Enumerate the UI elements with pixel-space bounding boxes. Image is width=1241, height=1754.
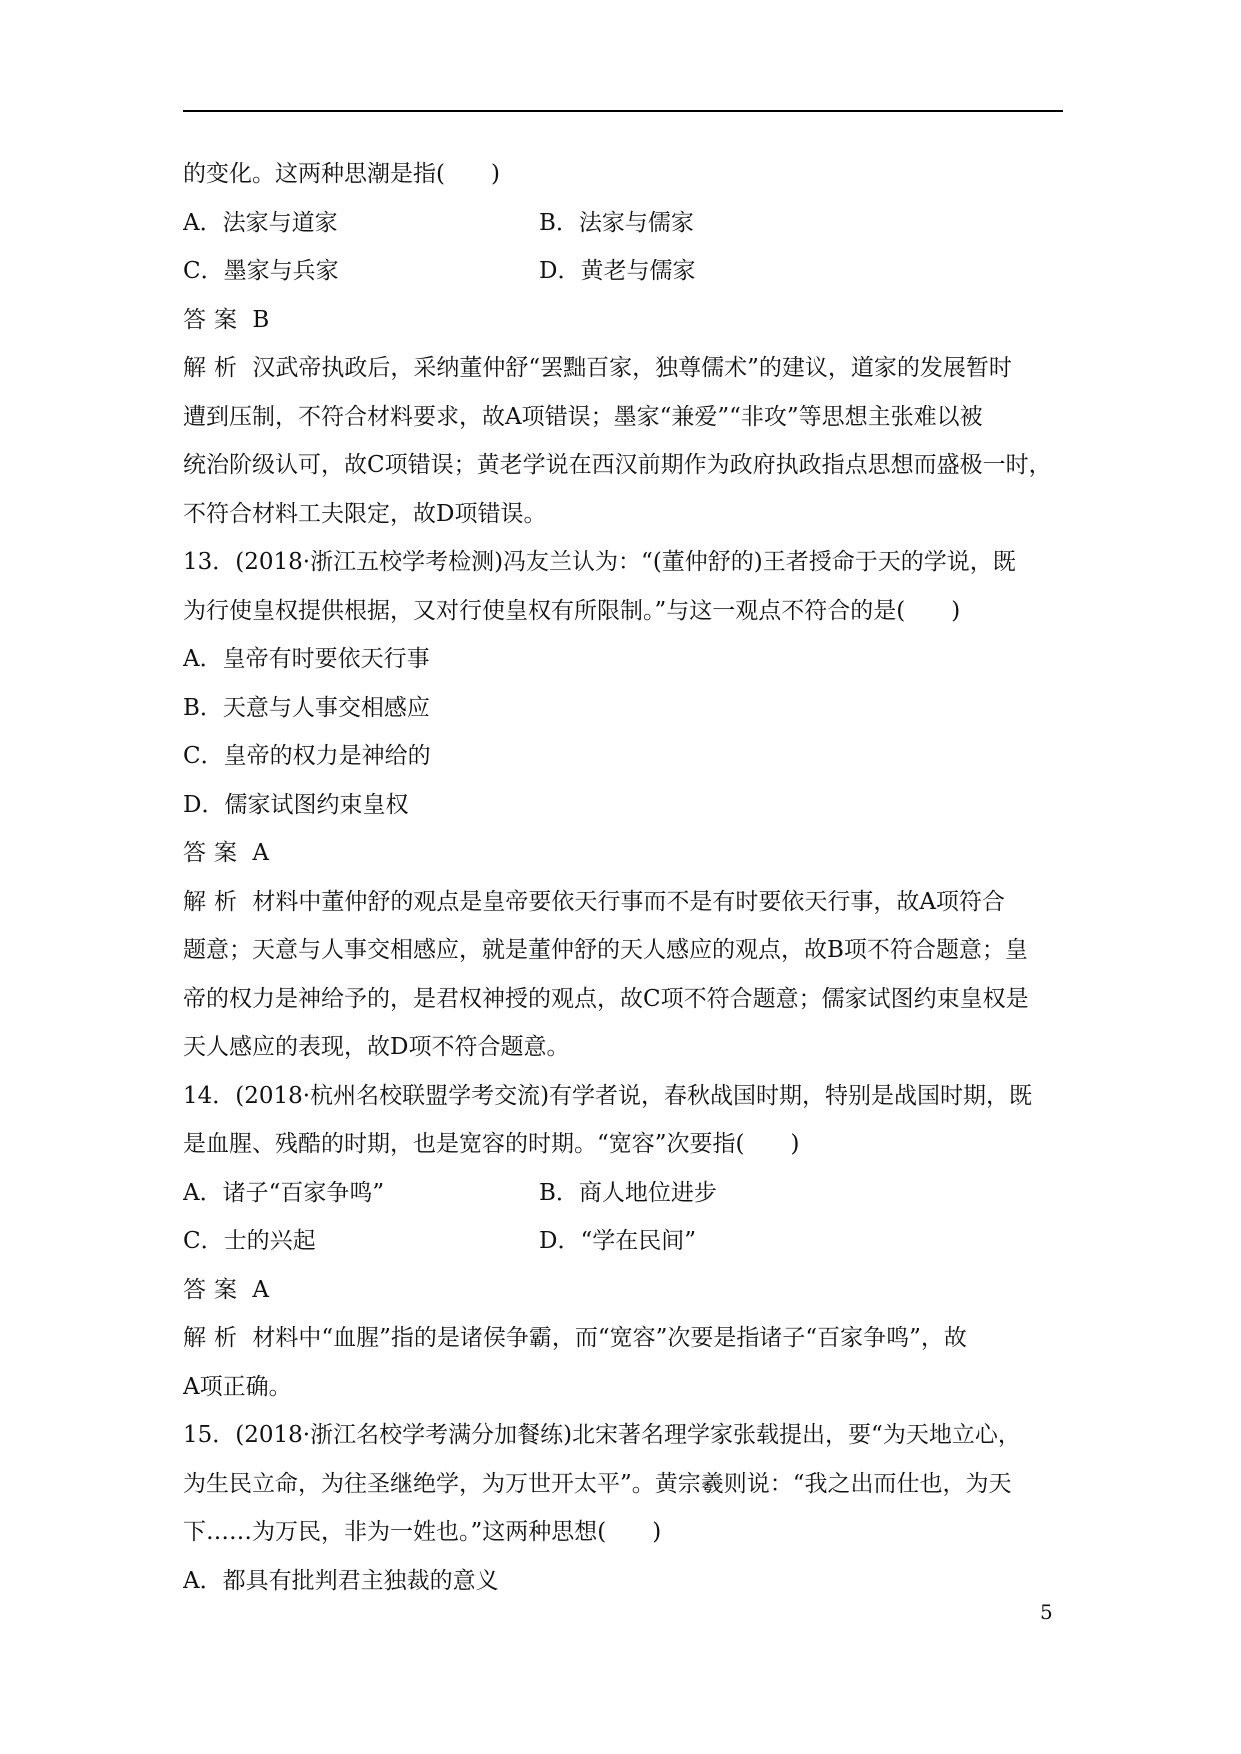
text-line: 为生民立命，为往圣继绝学，为万世开太平”。黄宗羲则说：“我之出而仕也，为天 — [183, 1470, 1012, 1497]
answer-value: A — [252, 840, 269, 866]
option-a: A．皇帝有时要依天行事 — [183, 646, 430, 672]
header-rule — [183, 110, 1063, 112]
analysis-line — [183, 1314, 1063, 1363]
options-row — [183, 1217, 1063, 1266]
option-a: A．都具有批判君主独裁的意义 — [183, 1567, 499, 1594]
text-line: 的变化。这两种思潮是指( ) — [183, 161, 500, 187]
options-row — [183, 1169, 1063, 1218]
options-row — [183, 199, 1063, 248]
text-line: 帝的权力是神给予的，是君权神授的观点，故C项不符合题意；儒家试图约束皇权是 — [183, 985, 1029, 1012]
option-c: C．墨家与兵家 — [183, 258, 339, 284]
analysis-label: 解析 — [183, 1325, 245, 1351]
question-13-line: 13．(2018·浙江五校学考检测)冯友兰认为：“(董仲舒的)王者授命于天的学说，既 — [183, 549, 1016, 575]
analysis-label: 解析 — [183, 355, 245, 381]
analysis-text: 材料中董仲舒的观点是皇帝要依天行事而不是有时要依天行事，故A项符合 — [252, 888, 1005, 915]
text-line: 统治阶级认可，故C项错误；黄老学说在西汉前期作为政府执政指点思想而盛极一时， — [183, 452, 1052, 478]
text-line: 天人感应的表现，故D项不符合题意。 — [183, 1034, 570, 1060]
option-b: B．商人地位进步 — [539, 1179, 717, 1206]
analysis-text: 汉武帝执政后，采纳董仲舒“罢黜百家，独尊儒术”的建议，道家的发展暂时 — [252, 355, 1012, 381]
option-b: B．天意与人事交相感应 — [183, 694, 430, 721]
analysis-line — [183, 344, 1063, 393]
answer-label: 答案 — [183, 306, 245, 333]
answer-line — [183, 1266, 1063, 1315]
option-d: D．“学在民间” — [539, 1228, 696, 1254]
analysis-label: 解析 — [183, 888, 245, 915]
question-15-line: 15．(2018·浙江名校学考满分加餐练)北宋著名理学家张载提出，要“为天地立心， — [183, 1422, 1021, 1448]
options-row — [183, 247, 1063, 296]
text-line: A项正确。 — [183, 1373, 292, 1400]
question-14-line: 14．(2018·杭州名校联盟学考交流)有学者说，春秋战国时期，特别是战国时期，既 — [183, 1082, 1033, 1109]
option-b: B．法家与儒家 — [539, 209, 694, 236]
answer-label: 答案 — [183, 840, 245, 866]
answer-value: B — [252, 306, 270, 333]
page-number: 5 — [1040, 1600, 1053, 1624]
text-line: 下……为万民，非为一姓也。”这两种思想( ) — [183, 1519, 662, 1545]
answer-line — [183, 829, 1063, 878]
answer-line — [183, 296, 1063, 345]
text-line: 不符合材料工夫限定，故D项错误。 — [183, 500, 547, 527]
option-d: D．儒家试图约束皇权 — [183, 791, 409, 818]
text-line: 是血腥、残酷的时期，也是宽容的时期。“宽容”次要指( ) — [183, 1131, 800, 1157]
option-d: D．黄老与儒家 — [539, 258, 696, 284]
option-a: A．法家与道家 — [183, 209, 338, 236]
document-body — [183, 150, 1063, 1605]
analysis-line — [183, 878, 1063, 927]
text-line: 题意；天意与人事交相感应，就是董仲舒的天人感应的观点，故B项不符合题意；皇 — [183, 937, 1028, 963]
text-line: 遭到压制，不符合材料要求，故A项错误；墨家“兼爱”“非攻”等思想主张难以被 — [183, 403, 983, 430]
option-c: C．皇帝的权力是神给的 — [183, 743, 431, 769]
analysis-text: 材料中“血腥”指的是诸侯争霸，而“宽容”次要是指诸子“百家争鸣”，故 — [252, 1325, 967, 1351]
option-a: A．诸子“百家争鸣” — [183, 1179, 385, 1206]
answer-value: A — [252, 1276, 269, 1303]
option-c: C．士的兴起 — [183, 1228, 316, 1254]
answer-label: 答案 — [183, 1276, 245, 1303]
text-line: 为行使皇权提供根据，又对行使皇权有所限制。”与这一观点不符合的是( ) — [183, 597, 961, 624]
